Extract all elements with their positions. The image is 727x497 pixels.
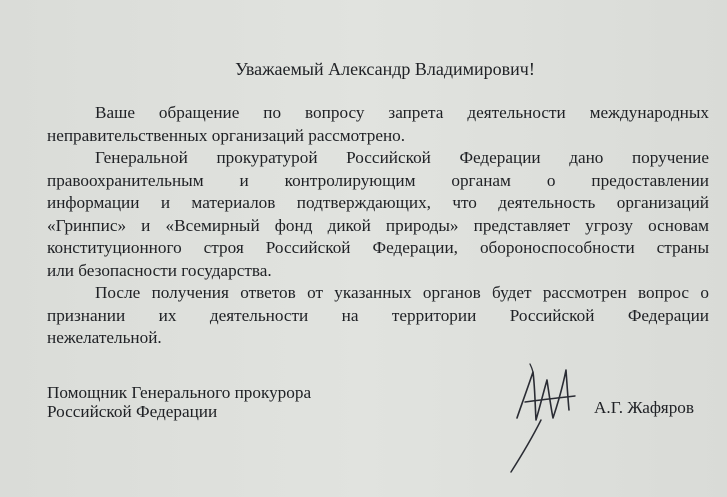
paragraph-line: информации и материалов подтверждающих, что деятельность организаций bbox=[47, 193, 709, 212]
paragraph-line: признании их деятельности на территории Российской Федерации bbox=[47, 305, 709, 325]
salutation: Уважаемый Александр Владимирович! bbox=[235, 59, 535, 79]
paragraph-line: или безопасности государства. bbox=[47, 260, 272, 280]
signer-title bbox=[47, 383, 311, 421]
signer-name: А.Г. Жафяров bbox=[594, 398, 695, 417]
paragraph-line: неправительственных организаций рассмотрено. bbox=[47, 125, 406, 145]
handwritten-signature bbox=[505, 360, 585, 475]
paragraph-1 bbox=[47, 102, 709, 147]
letter-body bbox=[47, 102, 709, 350]
paragraph-line: конституционного строя Российской Федерации, обороноспособности страны bbox=[47, 238, 709, 257]
paragraph-line: правоохранительным и контролирующим органам о предоставлении bbox=[47, 170, 709, 190]
paragraph-line: После получения ответов от указанных органов будет рассмотрен вопрос о bbox=[95, 283, 709, 302]
signer-title-line-1: Помощник Генерального прокурора bbox=[47, 383, 312, 402]
paragraph-line: нежелательной. bbox=[47, 328, 162, 347]
paragraph-line: Ваше обращение по вопросу запрета деятельности международных bbox=[95, 103, 709, 122]
paragraph-line: «Гринпис» и «Всемирный фонд дикой природы» представляет угрозу основам bbox=[47, 215, 709, 235]
paragraph-3 bbox=[47, 282, 709, 350]
paragraph-line: Генеральной прокуратурой Российской Федерации дано поручение bbox=[95, 148, 709, 167]
signer-title-line-2: Российской Федерации bbox=[47, 402, 218, 421]
paragraph-2 bbox=[47, 147, 709, 282]
